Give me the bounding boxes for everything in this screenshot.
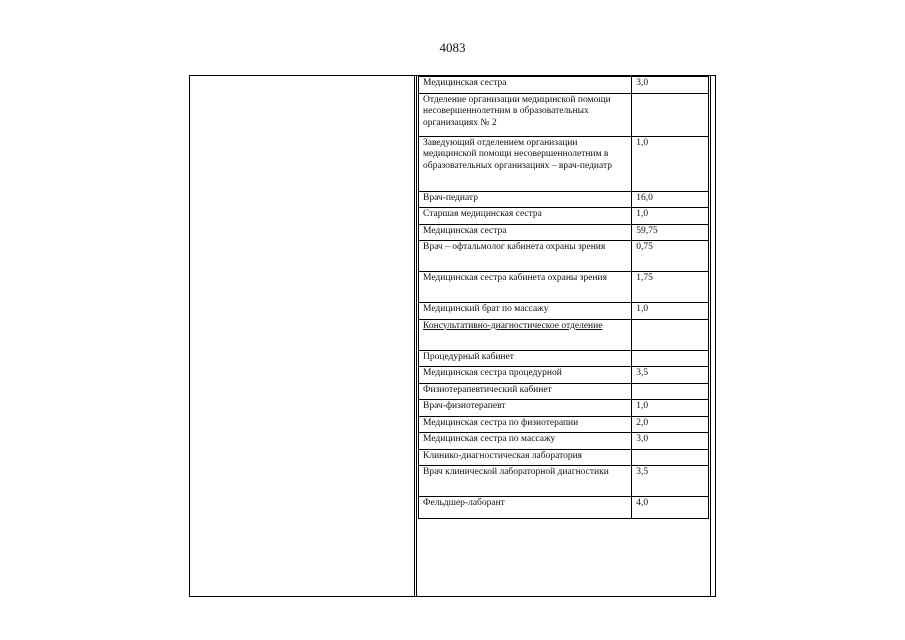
position-count: 59,75 [632, 224, 709, 241]
table-row [419, 77, 709, 94]
table-row [419, 303, 709, 320]
section-heading: Клинико-диагностическая лаборатория [419, 449, 632, 466]
position-count: 4,0 [632, 497, 709, 519]
section-heading: Физиотерапевтический кабинет [419, 383, 632, 400]
position-count: 16,0 [632, 191, 709, 208]
position-count: 1,75 [632, 272, 709, 303]
table-row [419, 93, 709, 136]
position-count [632, 93, 709, 136]
position-count: 3,5 [632, 466, 709, 497]
position-name: Медицинская сестра процедурной [419, 367, 632, 384]
section-heading: Процедурный кабинет [419, 350, 632, 367]
column-divider [414, 76, 417, 596]
position-name: Врач-физиотерапевт [419, 400, 632, 417]
position-name: Медицинская сестра по массажу [419, 433, 632, 450]
right-border [710, 76, 711, 596]
position-name: Врач клинической лабораторной диагностики [419, 466, 632, 497]
position-name: Медицинская сестра по физиотерапии [419, 416, 632, 433]
table-row [419, 466, 709, 497]
position-count [632, 449, 709, 466]
table-row [419, 241, 709, 272]
position-count: 1,0 [632, 400, 709, 417]
table-row [419, 272, 709, 303]
table-row [419, 191, 709, 208]
position-name: Заведующий отделением организации медицинской помощи несовершеннолетним в образовательных организациях – врач-педиатр [419, 136, 632, 191]
position-name: Врач-педиатр [419, 191, 632, 208]
table-row [419, 224, 709, 241]
position-count: 1,0 [632, 208, 709, 225]
staff-table-body [419, 77, 709, 519]
staff-table [418, 76, 709, 519]
table-row [419, 319, 709, 350]
table-row [419, 136, 709, 191]
table-row [419, 208, 709, 225]
position-count: 1,0 [632, 136, 709, 191]
position-name: Медицинский брат по массажу [419, 303, 632, 320]
position-count [632, 319, 709, 350]
position-count: 0,75 [632, 241, 709, 272]
position-count: 2,0 [632, 416, 709, 433]
position-name: Медицинская сестра [419, 77, 632, 94]
position-count: 3,5 [632, 367, 709, 384]
table-row [419, 383, 709, 400]
table-row [419, 400, 709, 417]
position-count: 3,0 [632, 77, 709, 94]
table-row [419, 416, 709, 433]
page-number: 4083 [439, 40, 466, 55]
table-row [419, 350, 709, 367]
table-row [419, 449, 709, 466]
position-count: 3,0 [632, 433, 709, 450]
position-name: Фельдшер-лаборант [419, 497, 632, 519]
position-name: Врач – офтальмолог кабинета охраны зрения [419, 241, 632, 272]
table-row [419, 367, 709, 384]
position-name: Медицинская сестра [419, 224, 632, 241]
position-name: Отделение организации медицинской помощи несовершеннолетним в образовательных организациях № 2 [419, 93, 632, 136]
table-row [419, 497, 709, 519]
position-count: 1,0 [632, 303, 709, 320]
table-row [419, 433, 709, 450]
position-count [632, 383, 709, 400]
position-name: Старшая медицинская сестра [419, 208, 632, 225]
position-count [632, 350, 709, 367]
position-name: Медицинская сестра кабинета охраны зрения [419, 272, 632, 303]
section-heading: Консультативно-диагностическое отделение [419, 319, 632, 350]
